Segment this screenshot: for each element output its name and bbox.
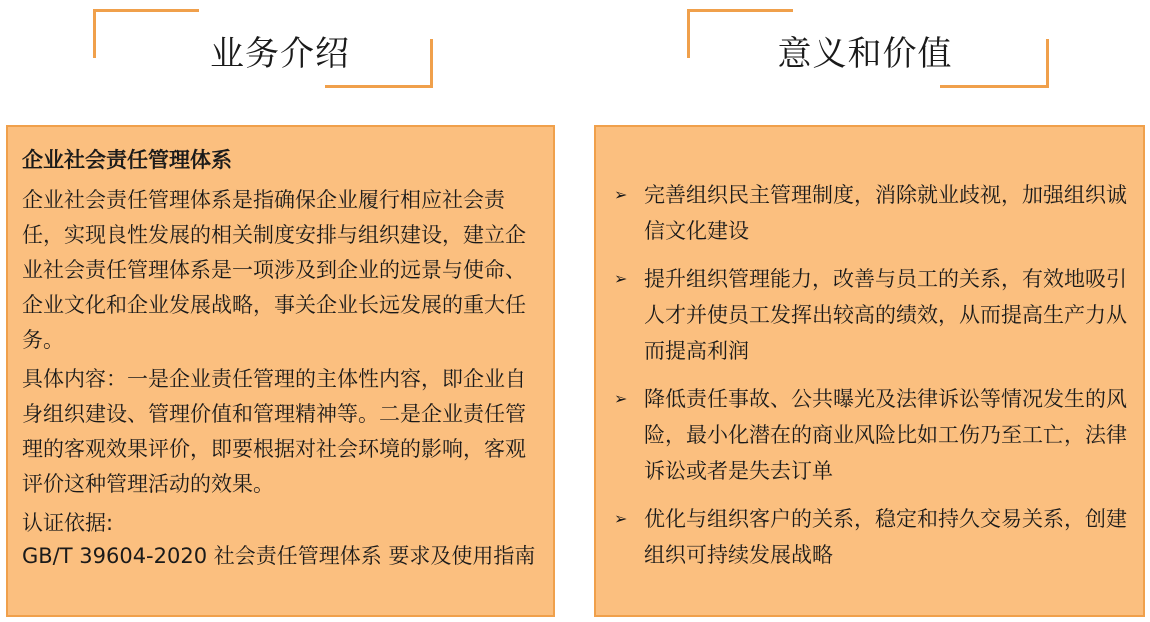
certification-basis-label: 认证依据: xyxy=(22,511,114,535)
list-item xyxy=(612,177,1131,249)
list-item-text: 提升组织管理能力，改善与员工的关系，有效地吸引人才并使员工发挥出较高的绩效，从而提高生产力从而提高利润 xyxy=(644,267,1127,363)
list-item-text: 降低责任事故、公共曝光及法律诉讼等情况发生的风险，最小化潜在的商业风险比如工伤乃至工亡，法律诉讼或者是失去订单 xyxy=(644,387,1127,483)
value-panel xyxy=(594,125,1145,617)
value-list xyxy=(612,177,1131,573)
panel-title: 企业社会责任管理体系 xyxy=(22,148,232,172)
business-intro-panel xyxy=(6,125,555,617)
list-item xyxy=(612,261,1131,369)
arrow-bullet-icon: ➢ xyxy=(614,185,628,204)
left-section-heading: 业务介绍 xyxy=(210,34,350,74)
arrow-bullet-icon: ➢ xyxy=(614,389,628,408)
certification-standard: GB/T 39604-2020 社会责任管理体系 要求及使用指南 xyxy=(22,544,536,568)
list-item xyxy=(612,501,1131,573)
right-section-heading: 意义和价值 xyxy=(777,34,953,74)
content-paragraph: 具体内容：一是企业责任管理的主体性内容，即企业自身组织建设、管理价值和管理精神等。二是企业责任管理的客观效果评价，即要根据对社会环境的影响，客观评价这种管理活动的效果。 xyxy=(22,367,526,496)
arrow-bullet-icon: ➢ xyxy=(614,269,628,288)
intro-paragraph: 企业社会责任管理体系是指确保企业履行相应社会责任，实现良性发展的相关制度安排与组织建设，建立企业社会责任管理体系是一项涉及到企业的远景与使命、企业文化和企业发展战略，事关企业长远发展的重大任务。 xyxy=(22,188,526,352)
list-item xyxy=(612,381,1131,489)
list-item-text: 优化与组织客户的关系，稳定和持久交易关系，创建组织可持续发展战略 xyxy=(644,507,1127,567)
list-item-text: 完善组织民主管理制度，消除就业歧视，加强组织诚信文化建设 xyxy=(644,183,1127,243)
arrow-bullet-icon: ➢ xyxy=(614,509,628,528)
